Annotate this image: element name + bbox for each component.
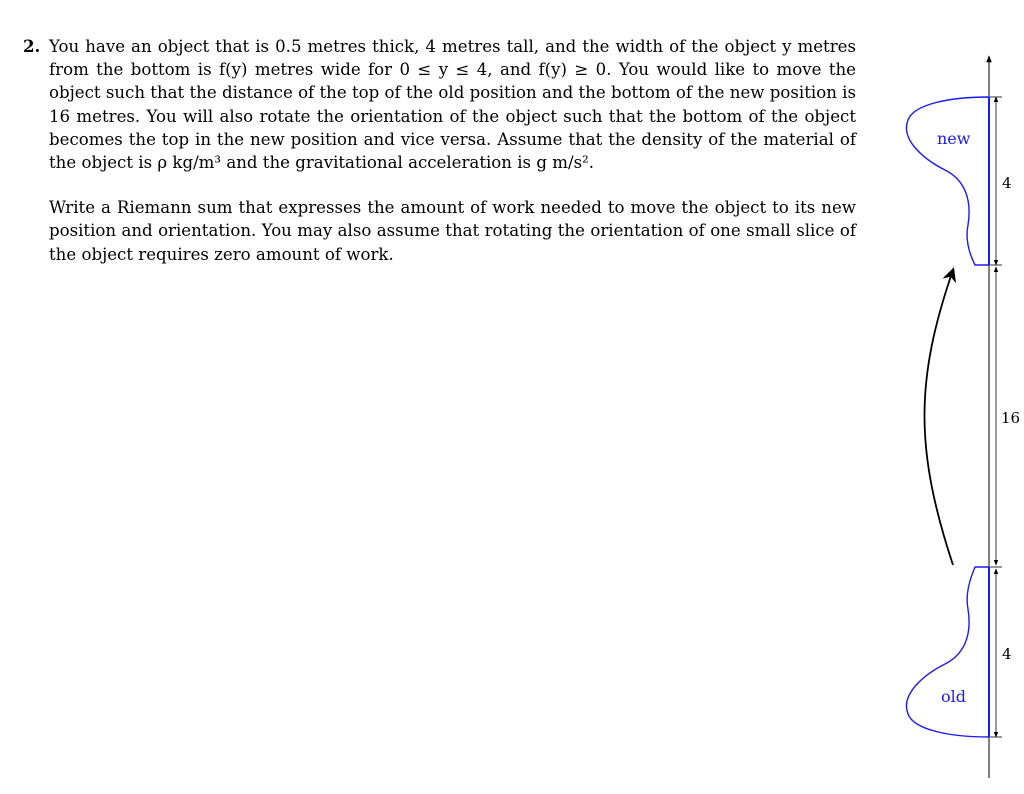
- problem-2: [23, 35, 856, 266]
- dimension-label-middle: 16: [1001, 409, 1021, 427]
- new-object-shape: [906, 97, 989, 265]
- problem-task: Write a Riemann sum that expresses the amount of work needed to move the object to its new position and orientation. You may also assume that rotating the orientation of one small slice of the object requires zero amount of work.: [49, 198, 856, 264]
- old-object-shape: [906, 567, 989, 737]
- new-label: new: [937, 129, 971, 148]
- problem-statement: [23, 35, 856, 174]
- problem-statement-text: You have an object that is 0.5 metres thick, 4 metres tall, and the width of the object y metres from the bottom is f(y) metres wide for 0 ≤ y ≤ 4, and f(y) ≥ 0. You would like to move the object such that the distance of the top of the old position and the bottom of the new position is 16 metres. You will also rotate the orientation of the object such that the bottom of the object becomes the top in the new position and vice versa. Assume that the density of the material of the object is ρ kg/m³ and the gravitational acceleration is g m/s².: [49, 37, 856, 173]
- problem-number: 2.: [23, 36, 41, 56]
- old-label: old: [941, 687, 966, 706]
- move-arrow: [925, 270, 954, 565]
- dimension-label-bottom: 4: [1002, 645, 1012, 663]
- dimension-label-top: 4: [1002, 174, 1012, 192]
